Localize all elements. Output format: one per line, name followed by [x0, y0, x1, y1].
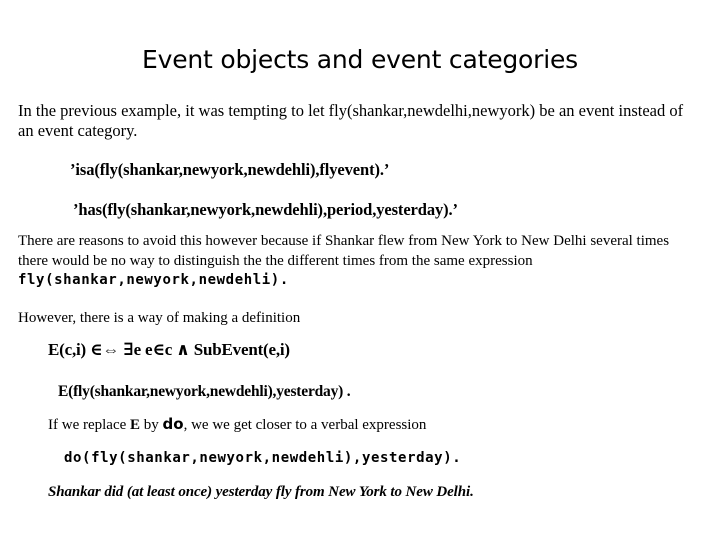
intro-paragraph: In the previous example, it was tempting to let fly(shankar,newdelhi,newyork) be an event instead of an event category.: [18, 101, 684, 140]
page-title: Event objects and event categories: [142, 45, 578, 74]
event-instance-line: E(fly(shankar,newyork,newdehli),yesterday) .: [58, 383, 351, 400]
has-assertion-line: ’has(fly(shankar,newyork,newdehli),period,yesterday).’: [73, 200, 458, 219]
however-line: However, there is a way of making a definition: [18, 310, 301, 326]
replace-mid-text: by: [140, 417, 163, 433]
do-expression-code: do(fly(shankar,newyork,newdehli),yesterday).: [64, 450, 462, 466]
definition-formula: E(c,i) ∈⇔ ∃e e∈c ∧ SubEvent(e,i): [48, 340, 290, 359]
symbol-do: do: [162, 415, 184, 433]
isa-assertion-line: ’isa(fly(shankar,newyork,newdehli),flyevent).’: [70, 160, 390, 179]
reasons-paragraph: [18, 232, 690, 291]
symbol-e: E: [130, 417, 141, 433]
natural-language-gloss: Shankar did (at least once) yesterday fly from New York to New Delhi.: [48, 484, 474, 500]
replace-prefix-text: If we replace: [48, 417, 131, 433]
replace-suffix-text: , we we get closer to a verbal expression: [183, 417, 427, 433]
reasons-paragraph-text: There are reasons to avoid this however because if Shankar flew from New York to New Delhi several times there would be no way to distinguish the the different times from the same expression: [18, 233, 670, 269]
replace-e-by-do-line: [48, 415, 426, 435]
fly-expression-code: fly(shankar,newyork,newdehli).: [18, 272, 289, 288]
